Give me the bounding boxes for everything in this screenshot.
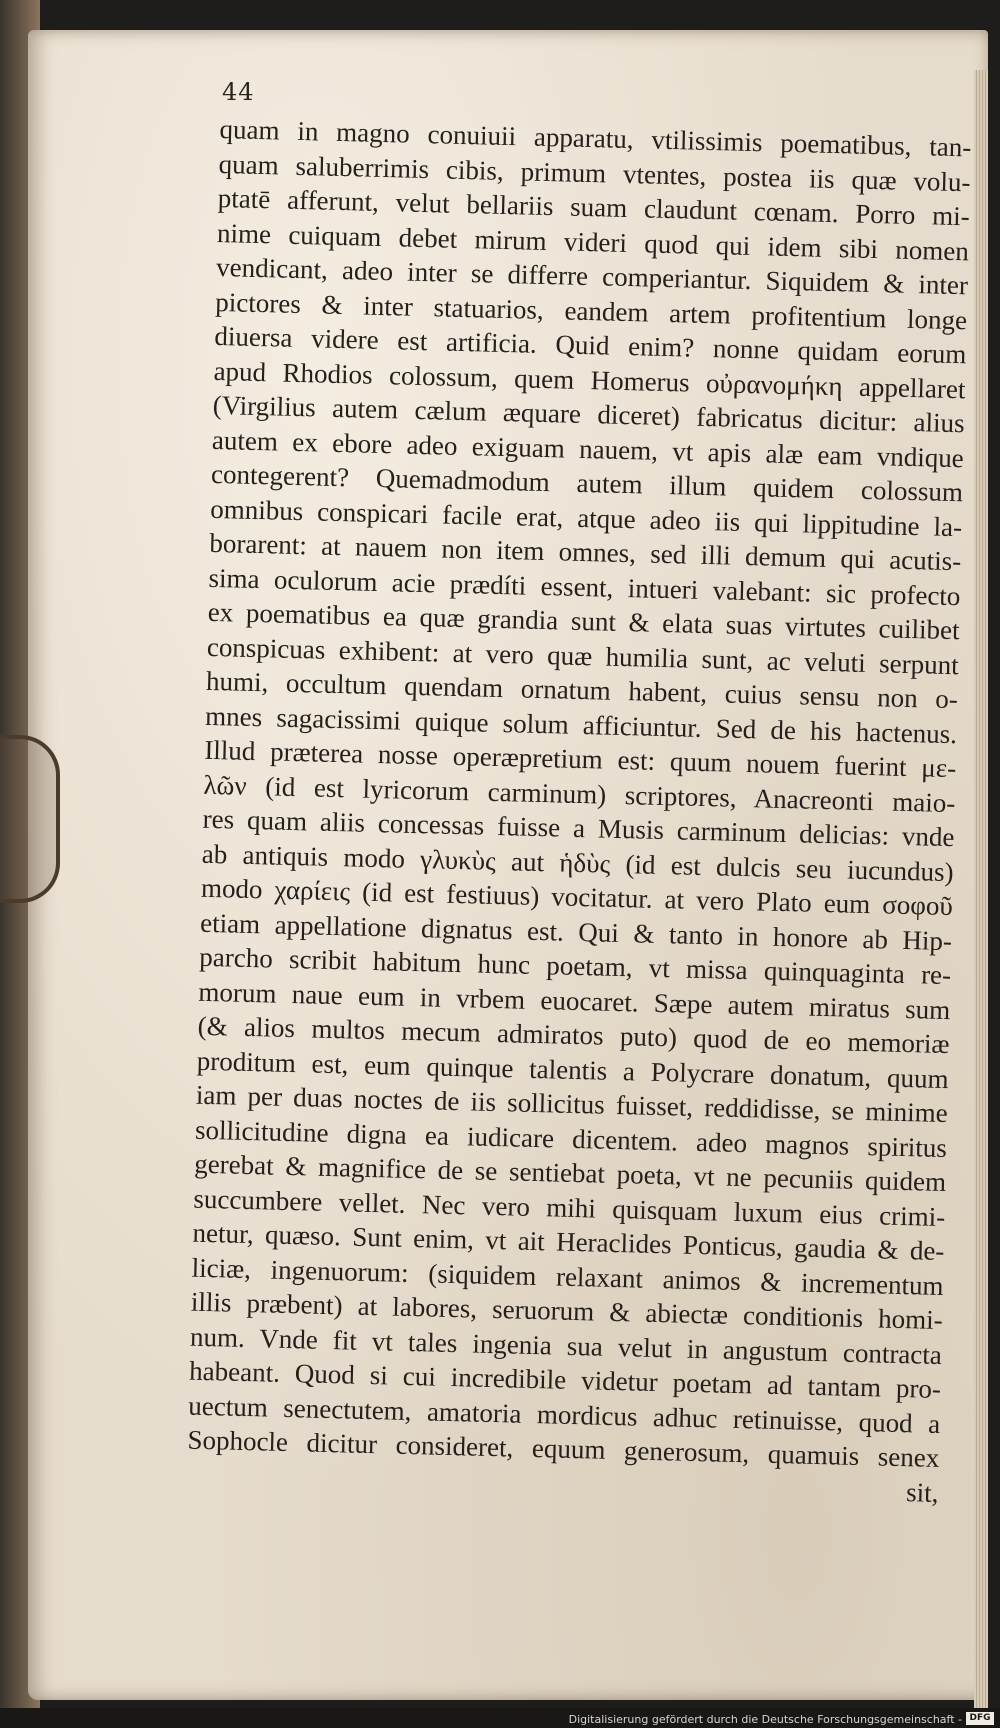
- page-text: [186, 112, 971, 1510]
- text-line: parcho scribit habitum hunc poetam, vt missa quinquaginta re-: [198, 941, 952, 991]
- footer-credit: Digitalisierung gefördert durch die Deutsche Forschungsgemeinschaft -: [568, 1713, 962, 1726]
- text-line: autem ex ebore adeo exiguam nauem, vt apis alæ eam vndique: [211, 424, 965, 473]
- page-leaf-edges: [974, 70, 988, 1720]
- text-line: sollicitudine digna ea iudicare dicentem. adeo magnos spiritus: [194, 1114, 948, 1163]
- text-line: ab antiquis modo γλυκὺς aut ἡδὺς (id est dulcis seu iucundus): [201, 838, 955, 887]
- text-line: Sophocle dicitur consideret, equum generosum, quamuis senex: [187, 1424, 940, 1473]
- text-line: uectum senectutem, amatoria mordicus adhuc retinuisse, quod a: [188, 1390, 941, 1439]
- text-line: conspicuas exhibent: at vero quæ humilia sunt, ac veluti serpunt: [206, 631, 960, 680]
- text-line: diuersa videre est artificia. Quid enim? nonne quidam eorum: [214, 320, 967, 370]
- text-line: nime cuiquam debet mirum videri quod qui idem sibi nomen: [216, 217, 970, 266]
- book-clasp: [0, 735, 60, 903]
- page-number: 44: [222, 78, 255, 106]
- text-line: vendicant, adeo inter se differre comperiantur. Siquidem & inter: [215, 251, 969, 301]
- dfg-logo: DFG: [966, 1712, 994, 1725]
- text-line: illis præbent) at labores, seruorum & abiectæ conditionis homi-: [190, 1286, 944, 1336]
- text-line: morum naue eum in vrbem euocaret. Sæpe autem miratus sum: [198, 976, 951, 1025]
- text-line: modo χαρίεις (id est festiuus) vocitatur. at vero Plato eum σοφοῦ: [200, 872, 954, 922]
- text-line: etiam appellatione dignatus est. Qui & tanto in honore ab Hip-: [199, 907, 953, 956]
- text-line: mnes sagacissimi quique solum afficiuntur. Sed de his hactenus.: [204, 700, 958, 749]
- text-line: Illud præterea nosse operæpretium est: quum nouem fuerint με-: [204, 734, 957, 784]
- text-line: succumbere vellet. Nec vero mihi quisquam luxum eius crimi-: [193, 1183, 946, 1232]
- text-line: gerebat & magnifice de se sentiebat poeta, vt ne pecuniis quidem: [193, 1148, 947, 1198]
- text-line: (& alios multos mecum admiratos puto) quod de eo memoriæ: [197, 1010, 950, 1060]
- text-line: ex poematibus ea quæ grandia sunt & elata suas virtutes cuilibet: [207, 596, 960, 646]
- footer-bar: [0, 1708, 1000, 1728]
- text-line: borarent: at nauem non item omnes, sed illi demum qui acutis-: [209, 527, 962, 577]
- text-line: (Virgilius autem cælum æquare diceret) fabricatus dicitur: alius: [212, 389, 965, 439]
- text-line: λῶν (id est lyricorum carminum) scriptores, Anacreonti maio-: [203, 769, 956, 818]
- text-line: liciæ, ingenuorum: (siquidem relaxant animos & incrementum: [191, 1252, 944, 1301]
- text-line: netur, quæso. Sunt enim, vt ait Heraclides Ponticus, gaudia & de-: [192, 1217, 945, 1267]
- text-line: sima oculorum acie prædíti essent, intueri valebant: sic profecto: [208, 562, 961, 611]
- text-line: contegerent? Quemadmodum autem illum quidem colossum: [210, 458, 964, 508]
- text-line: quam in magno conuiuii apparatu, vtilissimis poematibus, tan-: [219, 113, 972, 163]
- text-line: ptatē afferunt, velut bellariis suam claudunt cœnam. Porro mi-: [217, 182, 971, 232]
- text-line: humi, occultum quendam ornatum habent, cuius sensu non o-: [205, 665, 959, 715]
- text-line: iam per duas noctes de iis sollicitus fuisset, reddidisse, se minime: [195, 1079, 949, 1129]
- text-line: num. Vnde fit vt tales ingenia sua velut in angustum contracta: [189, 1321, 943, 1370]
- text-line: omnibus conspicari facile erat, atque adeo iis qui lippitudine la-: [209, 493, 963, 542]
- text-line: res quam aliis concessas fuisse a Musis carminum delicias: vnde: [202, 803, 955, 853]
- text-line: pictores & inter statuarios, eandem artem profitentium longe: [215, 286, 968, 335]
- text-line: quam saluberrimis cibis, primum vtentes, postea iis quæ volu-: [218, 148, 971, 197]
- text-line: habeant. Quod si cui incredibile videtur poetam ad tantam pro-: [188, 1355, 942, 1404]
- text-line: sit,: [905, 1476, 939, 1508]
- text-line: apud Rhodios colossum, quem Homerus οὐρανομήκη appellaret: [213, 355, 966, 404]
- text-line: proditum est, eum quinque talentis a Polycrare donatum, quum: [196, 1045, 949, 1094]
